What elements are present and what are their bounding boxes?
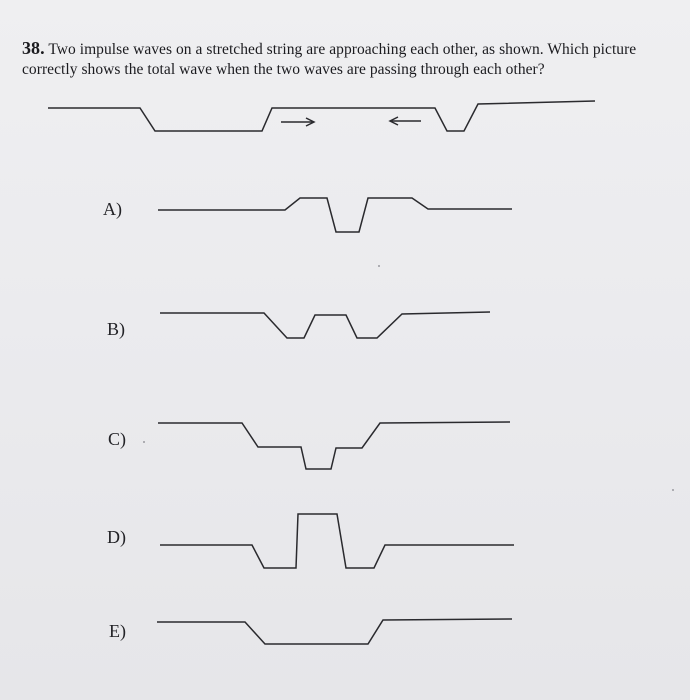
option-b-label: B) — [107, 319, 125, 339]
initial-waves-figure — [48, 101, 595, 131]
initial-string — [48, 101, 595, 131]
option-e-label: E) — [109, 621, 126, 641]
stray-mark — [378, 265, 380, 267]
option-e-wave — [157, 619, 512, 644]
question-text: Two impulse waves on a stretched string are approaching each other, as shown. Which picture correctly shows the total wave when the two waves are passing through each other? — [22, 41, 637, 78]
option-a-wave — [158, 198, 512, 232]
option-a-label: A) — [103, 199, 122, 219]
option-d-label: D) — [107, 527, 126, 547]
option-c-label: C) — [108, 429, 126, 449]
option-d-wave — [160, 514, 514, 568]
question-number: 38. — [22, 38, 45, 58]
right-arrow-icon — [281, 118, 314, 126]
stray-mark — [672, 489, 674, 491]
left-arrow-icon — [390, 117, 421, 125]
stray-mark — [143, 441, 145, 443]
option-b-wave — [160, 312, 490, 338]
option-c-wave — [158, 422, 510, 469]
